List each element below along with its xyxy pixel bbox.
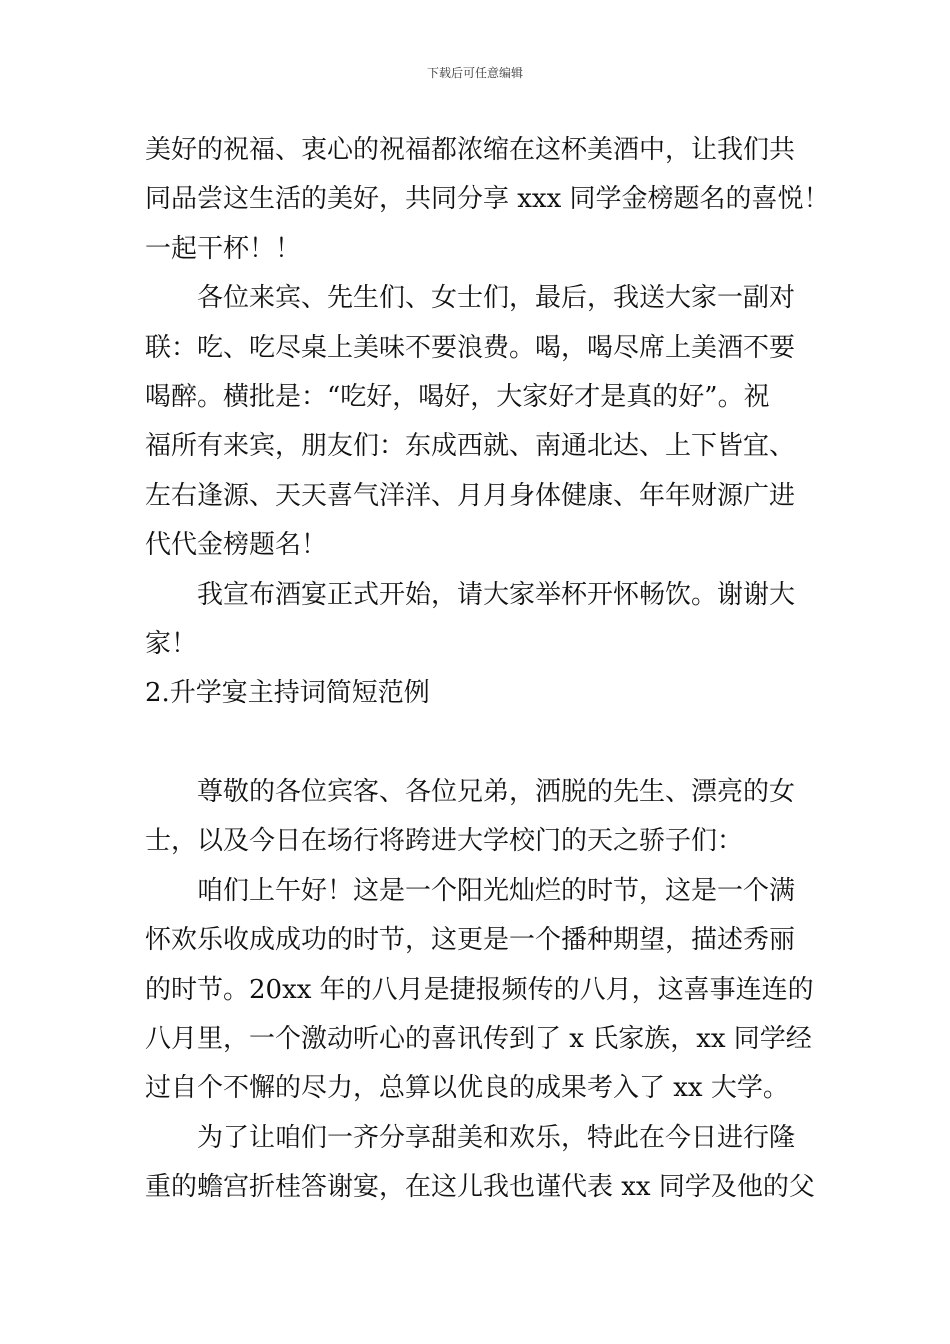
text-line: 士，以及今日在场行将跨进大学校门的天之骄子们： (145, 826, 744, 857)
document-body (145, 126, 830, 1213)
paragraph-thanks (145, 1114, 815, 1213)
text-line: 家！ (145, 628, 198, 659)
paragraph-toast (145, 126, 830, 274)
text-line: 代代金榜题名！ (145, 530, 328, 561)
text-line: 我宣布酒宴正式开始，请大家举杯开怀畅饮。谢谢大 (197, 579, 796, 610)
text-line: 为了让咱们一齐分享甜美和欢乐，特此在今日进行隆 (197, 1122, 796, 1153)
text-line: 喝醉。横批是：“吃好，喝好，大家好才是真的好”。祝 (145, 381, 770, 412)
text-line: 左右逢源、天天喜气洋洋、月月身体健康、年年财源广进 (145, 480, 796, 511)
paragraph-greeting (145, 768, 810, 867)
text-line: 福所有来宾，朋友们：东成西就、南通北达、上下皆宜、 (145, 431, 796, 462)
text-line: 的时节。20xx 年的八月是捷报频传的八月，这喜事连连的 (145, 974, 814, 1005)
text-line: 尊敬的各位宾客、各位兄弟，洒脱的先生、漂亮的女 (197, 777, 796, 808)
text-line: 同品尝这生活的美好，共同分享 xxx 同学金榜题名的喜悦！ (145, 184, 830, 215)
text-line: 咱们上午好！这是一个阳光灿烂的时节，这是一个满 (197, 875, 796, 906)
text-line: 联：吃、吃尽桌上美味不要浪费。喝，喝尽席上美酒不要 (145, 332, 796, 363)
text-line: 怀欢乐收成成功的时节，这更是一个播种期望，描述秀丽 (145, 925, 796, 956)
text-line: 八月里，一个激动听心的喜讯传到了 x 氏家族，xx 同学经 (145, 1024, 812, 1055)
page-header-note: 下载后可任意编辑 (426, 66, 523, 80)
text-line: 过自个不懈的尽力，总算以优良的成果考入了 xx 大学。 (145, 1073, 789, 1104)
text-line: 美好的祝福、衷心的祝福都浓缩在这杯美酒中，让我们共 (145, 135, 796, 165)
paragraph-couplet (145, 274, 810, 570)
paragraph-season (145, 867, 814, 1114)
section-heading: 2.升学宴主持词简短范例 (145, 678, 430, 709)
text-line: 各位来宾、先生们、女士们，最后，我送大家一副对 (197, 283, 796, 314)
paragraph-banquet-start (145, 571, 810, 670)
blank-line (145, 719, 810, 768)
text-line: 重的蟾宫折桂答谢宴，在这儿我也谨代表 xx 同学及他的父 (145, 1172, 815, 1203)
text-line: 一起干杯！！ (145, 233, 302, 264)
